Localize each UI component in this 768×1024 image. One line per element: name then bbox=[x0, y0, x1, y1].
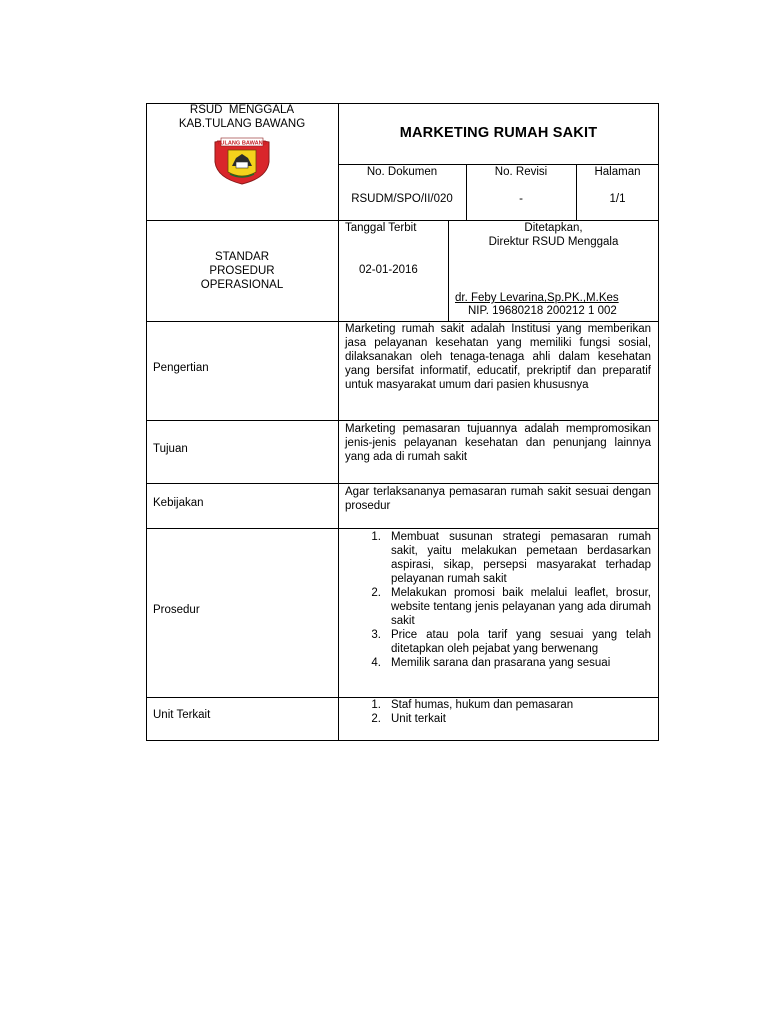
kebijakan-label: Kebijakan bbox=[153, 497, 204, 509]
spo-label-line3: OPERASIONAL bbox=[200, 279, 284, 291]
list-item-text: Staf humas, hukum dan pemasaran bbox=[391, 699, 574, 711]
ditetapkan-label: Ditetapkan, bbox=[524, 222, 583, 234]
hospital-line2: KAB.TULANG BAWANG bbox=[178, 118, 306, 130]
list-item-number: 2. bbox=[371, 713, 381, 725]
spo-label bbox=[146, 250, 338, 292]
no-revisi-label: No. Revisi bbox=[494, 166, 548, 178]
row-line-2 bbox=[146, 420, 659, 421]
list-item-number: 3. bbox=[371, 629, 381, 641]
hospital-logo bbox=[212, 136, 272, 186]
hospital-name bbox=[146, 103, 338, 131]
halaman-label: Halaman bbox=[594, 166, 641, 178]
signer-nip: NIP. 19680218 200212 1 002 bbox=[468, 305, 617, 317]
list-item bbox=[371, 586, 651, 628]
tanggal-terbit-value: 02-01-2016 bbox=[359, 264, 418, 276]
pengertian-label: Pengertian bbox=[153, 362, 209, 374]
list-item bbox=[371, 656, 651, 670]
tujuan-label: Tujuan bbox=[153, 443, 188, 455]
list-item bbox=[371, 698, 651, 712]
tanggal-terbit-label: Tanggal Terbit bbox=[345, 222, 417, 234]
halaman-value: 1/1 bbox=[609, 193, 626, 205]
row-line-4 bbox=[146, 528, 659, 529]
logo-text: TULANG BAWANG bbox=[216, 140, 268, 147]
list-item-text: Memilik sarana dan prasarana yang sesuai bbox=[391, 657, 611, 669]
list-item-number: 2. bbox=[371, 587, 381, 599]
list-item bbox=[371, 628, 651, 656]
no-dokumen-label: No. Dokumen bbox=[366, 166, 438, 178]
kebijakan-text: Agar terlaksananya pemasaran rumah sakit sesuai dengan prosedur bbox=[345, 486, 651, 512]
unit-terkait-list bbox=[371, 698, 651, 726]
signer-name: dr. Feby Levarina,Sp.PK.,M.Kes bbox=[455, 292, 619, 304]
list-item-text: Membuat susunan strategi pemasaran rumah sakit, yaitu melakukan pemetaan berdasarkan aspirasi, sikap, persepsi masyarakat terhadap pelayanan rumah sakit bbox=[391, 531, 651, 585]
prosedur-list bbox=[371, 530, 651, 670]
list-item-number: 1. bbox=[371, 531, 381, 543]
spo-label-line1: STANDAR bbox=[214, 251, 270, 263]
document-title: MARKETING RUMAH SAKIT bbox=[399, 125, 598, 141]
direktur-label: Direktur RSUD Menggala bbox=[488, 236, 619, 248]
list-item bbox=[371, 530, 651, 586]
pengertian-text: Marketing rumah sakit adalah Institusi yang memberikan jasa pelayanan kesehatan yang memiliki fungsi sosial, dilaksanakan oleh tenaga-tenaga ahli dalam kesehatan yang bersifat informatif, educatif, prekriptif dan preparatif untuk masyarakat umum dari pasien khususnya bbox=[345, 323, 651, 391]
list-item-number: 1. bbox=[371, 699, 381, 711]
no-dokumen-value: RSUDM/SPO/II/020 bbox=[351, 193, 453, 205]
list-item-number: 4. bbox=[371, 657, 381, 669]
list-item-text: Price atau pola tarif yang sesuai yang telah ditetapkan oleh pejabat yang berwenang bbox=[391, 629, 651, 655]
unit-terkait-label: Unit Terkait bbox=[153, 709, 211, 721]
tujuan-text: Marketing pemasaran tujuannya adalah mempromosikan jenis-jenis pelayanan kesehatan dan penunjang lainnya yang ada di rumah sakit bbox=[345, 423, 651, 463]
logo-emblem-icon bbox=[212, 136, 272, 186]
no-revisi-value: - bbox=[519, 193, 523, 205]
list-item-text: Unit terkait bbox=[391, 713, 446, 725]
spo-label-line2: PROSEDUR bbox=[209, 265, 275, 277]
list-item-text: Melakukan promosi baik melalui leaflet, brosur, website tentang jenis pelayanan yang ada dirumah sakit bbox=[391, 587, 651, 627]
hospital-line1: RSUD MENGGALA bbox=[189, 104, 295, 116]
row-line-3 bbox=[146, 483, 659, 484]
prosedur-label: Prosedur bbox=[153, 604, 200, 616]
list-item bbox=[371, 712, 651, 726]
